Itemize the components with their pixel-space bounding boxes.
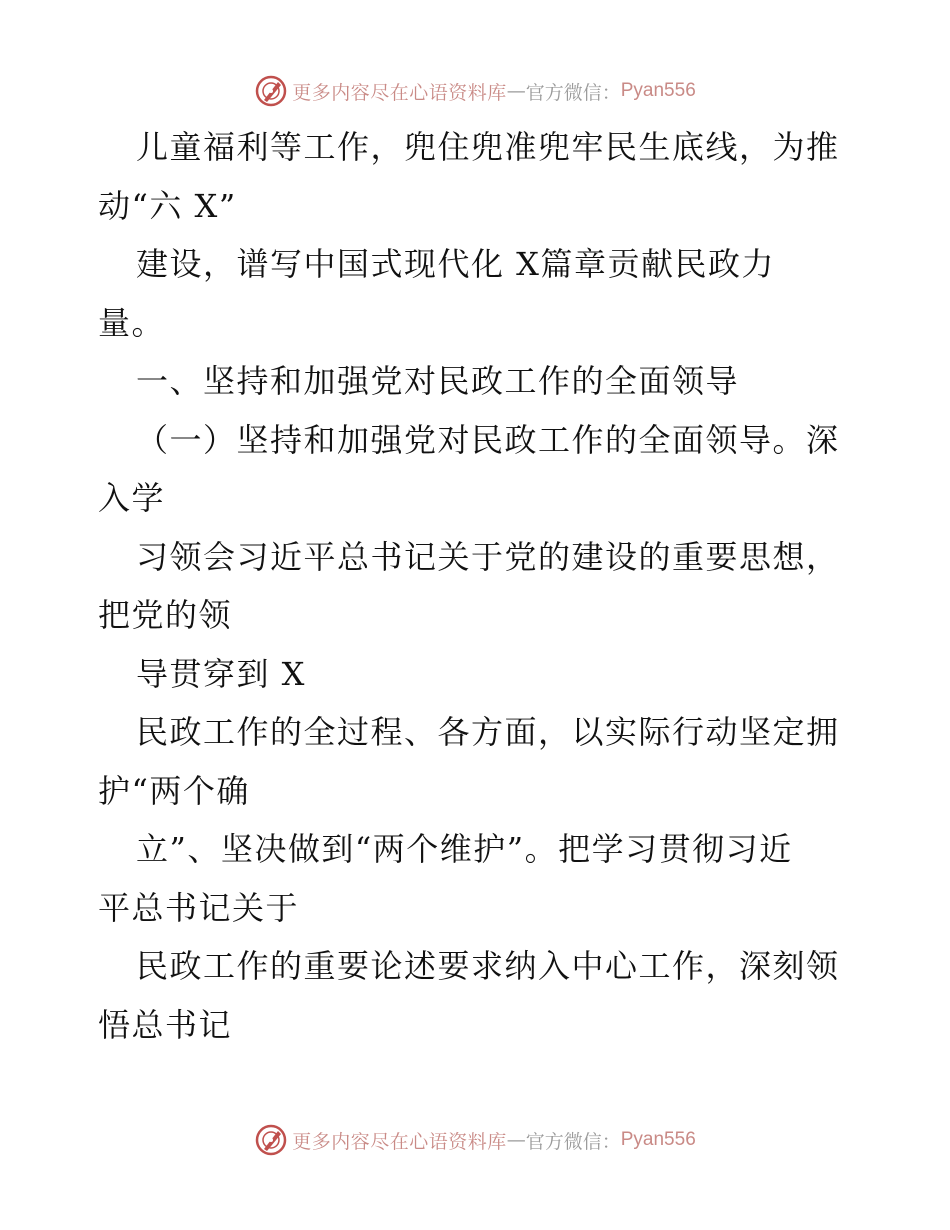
- text-line: 量。: [98, 303, 166, 342]
- text-line: 建设，谱写中国式现代化 X篇章贡献民政力: [136, 245, 775, 283]
- text-line: 入学: [98, 479, 166, 517]
- watermark-separator: —: [506, 1129, 526, 1151]
- watermark-text: 更多内容尽在心语资料库: [292, 81, 507, 104]
- watermark-id: Pyan556: [620, 1129, 696, 1150]
- watermark-text: 更多内容尽在心语资料库: [292, 1130, 507, 1153]
- header-watermark: [0, 71, 950, 111]
- watermark-id: Pyan556: [620, 80, 696, 101]
- text-line: 民政工作的重要论述要求纳入中心工作，深刻领: [136, 947, 840, 985]
- text-line: （一）坚持和加强党对民政工作的全面领导。深: [136, 420, 840, 459]
- text-line: 动“六 X”: [98, 186, 237, 225]
- text-line: 立”、坚决做到“两个维护”。把学习贯彻习近: [136, 830, 793, 868]
- pen-nib-circle-logo-icon: [254, 1123, 288, 1157]
- text-line: 平总书记关于: [98, 888, 300, 927]
- watermark-label: 官方微信：: [525, 1130, 621, 1153]
- section-heading: 一、坚持和加强党对民政工作的全面领导: [136, 362, 740, 400]
- document-body: [98, 118, 858, 1054]
- text-line: 儿童福利等工作，兜住兜准兜牢民生底线，为推: [136, 128, 840, 166]
- text-line: 护“两个确: [98, 771, 250, 810]
- text-line: 把党的领: [98, 596, 233, 634]
- footer-watermark: [0, 1120, 950, 1160]
- text-line: 习领会习近平总书记关于党的建设的重要思想，: [136, 537, 840, 576]
- watermark-separator: —: [506, 80, 526, 102]
- pen-nib-circle-logo-icon: [254, 74, 288, 108]
- text-line: 导贯穿到 X: [136, 654, 306, 693]
- text-line: 民政工作的全过程、各方面，以实际行动坚定拥: [136, 713, 840, 751]
- text-line: 悟总书记: [98, 1005, 233, 1044]
- watermark-label: 官方微信：: [525, 81, 621, 104]
